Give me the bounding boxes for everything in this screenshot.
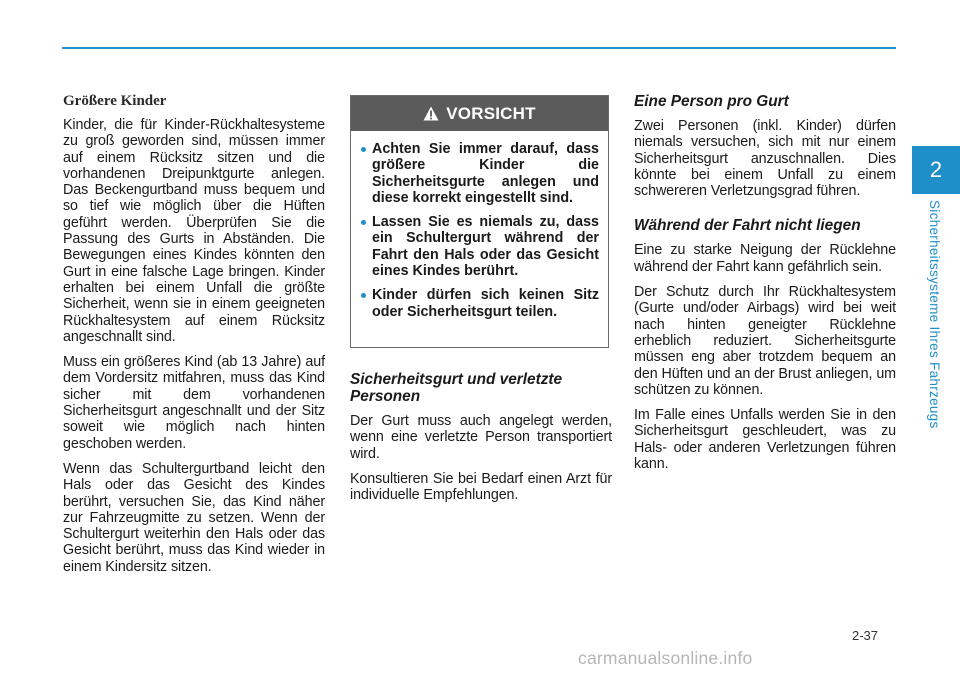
column-middle bbox=[350, 371, 612, 512]
bullet-dot-icon bbox=[361, 220, 366, 225]
column-right bbox=[634, 93, 896, 481]
column-left bbox=[63, 93, 325, 584]
paragraph: Der Schutz durch Ihr Rückhaltesystem (Gurte und/oder Airbags) wird bei weit nach hinten geneigter Rücklehne erheblich reduziert. Sicherheitsgurte müssen eng aber trotzdem bequem an den Hüften und an der Brust anliegen, um schützen zu können. bbox=[634, 284, 896, 398]
caution-header bbox=[351, 96, 608, 131]
caution-item-text: Achten Sie immer darauf, dass größere Kinder die Sicherheitsgurte anlegen und diese korrekt eingestellt sind. bbox=[372, 141, 599, 206]
watermark: carmanualsonline.info bbox=[578, 648, 753, 668]
caution-item bbox=[363, 141, 599, 206]
paragraph: Eine zu starke Neigung der Rücklehne während der Fahrt kann gefährlich sein. bbox=[634, 242, 896, 275]
section-heading-nicht-liegen: Während der Fahrt nicht liegen bbox=[634, 217, 861, 235]
caution-title: VORSICHT bbox=[446, 103, 536, 123]
section-heading-groessere-kinder: Größere Kinder bbox=[63, 93, 167, 109]
paragraph: Muss ein größeres Kind (ab 13 Jahre) auf dem Vordersitz mitfahren, muss das Kind sicher mit dem vorhandenen Sicherheitsgurt angeschnallt und der Sitz soweit wie möglich nach hinten geschoben werden. bbox=[63, 354, 325, 452]
caution-item bbox=[363, 214, 599, 279]
caution-list bbox=[351, 131, 608, 320]
top-divider bbox=[62, 47, 896, 49]
warning-triangle-icon bbox=[423, 106, 439, 121]
paragraph: Kinder, die für Kinder-Rückhaltesysteme zu groß geworden sind, müssen immer auf einem Rücksitz sitzen und die vorhandenen Dreipunktgurte anlegen. Das Beckengurtband muss bequem und so tief wie möglich über die Hüften geführt werden. Überprüfen Sie die Passung des Gurts in Abständen. Die Bewegungen eines Kindes könnten den Gurt in eine falsche Lage bringen. Kinder erhalten bei einem Unfall die größte Sicherheit, wenn sie in einem geeigneten Rückhaltesystem auf einem Rücksitz angeschnallt sind. bbox=[63, 117, 325, 345]
bullet-dot-icon bbox=[361, 147, 366, 152]
bullet-dot-icon bbox=[361, 293, 366, 298]
chapter-side-title: Sicherheitssysteme Ihres Fahrzeugs bbox=[927, 200, 942, 429]
caution-item-text: Lassen Sie es niemals zu, dass ein Schultergurt während der Fahrt den Hals oder das Gesicht eines Kindes berührt. bbox=[372, 214, 599, 280]
caution-box bbox=[350, 95, 609, 348]
caution-item-text: Kinder dürfen sich keinen Sitz oder Sicherheitsgurt teilen. bbox=[372, 287, 599, 320]
paragraph: Zwei Personen (inkl. Kinder) dürfen niemals versuchen, sich mit nur einem Sicherheitsgurt anzuschnallen. Dies könnte bei einem Unfall zu einem schwereren Verletzungsgrad führen. bbox=[634, 118, 896, 200]
paragraph: Im Falle eines Unfalls werden Sie in den Sicherheitsgurt geschleudert, was zu Hals- oder anderen Verletzungen führen kann. bbox=[634, 407, 896, 473]
page-number: 2-37 bbox=[852, 628, 879, 643]
paragraph: Konsultieren Sie bei Bedarf einen Arzt für individuelle Empfehlungen. bbox=[350, 470, 612, 504]
chapter-tab: 2 bbox=[912, 146, 960, 194]
caution-item bbox=[363, 287, 599, 320]
section-heading-verletzte-personen: Sicherheitsgurt und verletzte Personen bbox=[350, 371, 563, 405]
section-heading-eine-person-pro-gurt: Eine Person pro Gurt bbox=[634, 93, 789, 110]
paragraph: Wenn das Schultergurtband leicht den Hals oder das Gesicht des Kindes berührt, versuchen Sie, das Kind näher zur Fahrzeugmitte zu setzen. Wenn der Schultergurt weiterhin den Hals oder das Gesicht berührt, muss das Kind wieder in einem Kindersitz sitzen. bbox=[63, 460, 325, 575]
paragraph: Der Gurt muss auch angelegt werden, wenn eine verletzte Person transportiert wird. bbox=[350, 413, 612, 462]
